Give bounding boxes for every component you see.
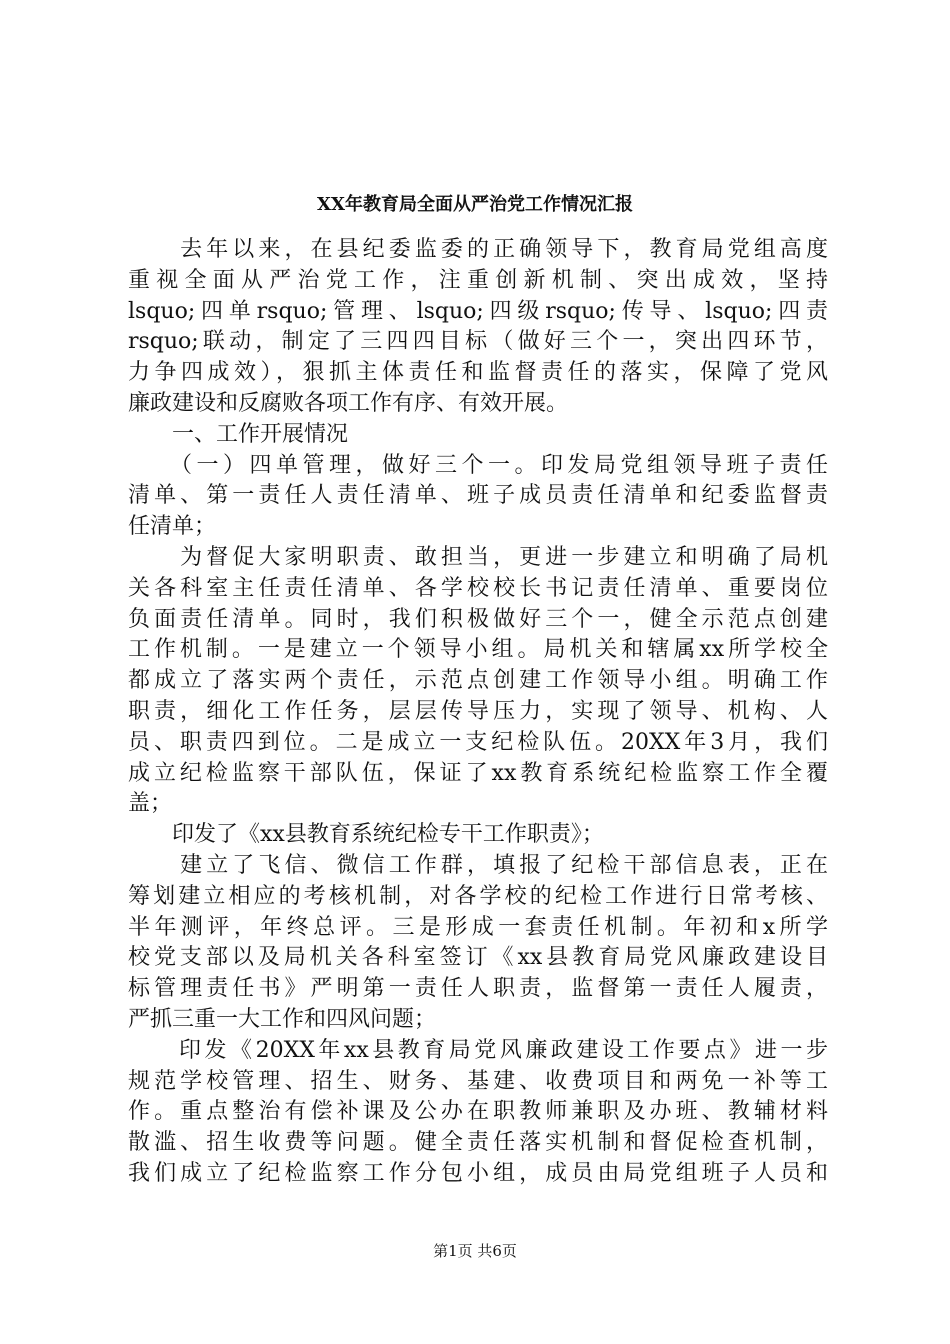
body-line: 都成立了落实两个责任，示范点创建工作领导小组。明确工作 bbox=[128, 668, 828, 694]
body-line: 我们成立了纪检监察工作分包小组，成员由局党组班子人员和 bbox=[128, 1160, 828, 1186]
body-line: 廉政建设和反腐败各项工作有序、有效开展。 bbox=[128, 390, 569, 416]
body-line: 职责，细化工作任务，层层传导压力，实现了领导、机构、人 bbox=[128, 698, 828, 724]
body-line: 散滥、招生收费等问题。健全责任落实机制和督促检查机制， bbox=[128, 1130, 828, 1156]
body-line: 任清单； bbox=[128, 514, 217, 540]
page-number: 第1页 共6页 bbox=[433, 1242, 517, 1260]
body-line: 重视全面从严治党工作，注重创新机制、突出成效，坚持 bbox=[128, 267, 828, 293]
body-line: 力争四成效），狠抓主体责任和监督责任的落实，保障了党风 bbox=[128, 360, 828, 386]
body-line: 盖； bbox=[128, 791, 173, 817]
body-line: rsquo;联动，制定了三四四目标（做好三个一，突出四环节， bbox=[128, 329, 828, 355]
body-line: 标管理责任书》严明第一责任人职责，监督第一责任人履责， bbox=[128, 976, 828, 1002]
body-line: 作。重点整治有偿补课及公办在职教师兼职及办班、教辅材料 bbox=[128, 1099, 828, 1125]
body-line: 成立纪检监察干部队伍，保证了xx教育系统纪检监察工作全覆 bbox=[128, 760, 828, 786]
body-line: 规范学校管理、招生、财务、基建、收费项目和两免一补等工 bbox=[128, 1068, 828, 1094]
body-line: 员、职责四到位。二是成立一支纪检队伍。20XX年3月，我们 bbox=[128, 729, 828, 755]
body-line: 建立了飞信、微信工作群，填报了纪检干部信息表，正在 bbox=[128, 852, 828, 878]
body-line: 工作机制。一是建立一个领导小组。局机关和辖属xx所学校全 bbox=[128, 637, 828, 663]
section-heading: 一、工作开展情况 bbox=[128, 421, 349, 447]
body-line: （一）四单管理，做好三个一。印发局党组领导班子责任 bbox=[128, 452, 828, 478]
body-line: 负面责任清单。同时，我们积极做好三个一，健全示范点创建 bbox=[128, 606, 828, 632]
body-line: 半年测评，年终总评。三是形成一套责任机制。年初和x所学 bbox=[128, 914, 828, 940]
body-line: 筹划建立相应的考核机制，对各学校的纪检工作进行日常考核、 bbox=[128, 883, 828, 909]
body-line: lsquo;四单rsquo;管理、lsquo;四级rsquo;传导、lsquo;四责 bbox=[128, 298, 828, 324]
body-line: 严抓三重一大工作和四风问题； bbox=[128, 1006, 437, 1032]
body-line: 为督促大家明职责、敢担当，更进一步建立和明确了局机 bbox=[128, 544, 828, 570]
body-line: 印发《20XX年xx县教育局党风廉政建设工作要点》进一步 bbox=[128, 1037, 828, 1063]
body-line: 印发了《xx县教育系统纪检专干工作职责》； bbox=[128, 822, 604, 848]
document-body bbox=[128, 235, 828, 1190]
body-line: 关各科室主任责任清单、各学校校长书记责任清单、重要岗位 bbox=[128, 575, 828, 601]
body-line: 清单、第一责任人责任清单、班子成员责任清单和纪委监督责 bbox=[128, 483, 828, 509]
document-title: XX年教育局全面从严治党工作情况汇报 bbox=[317, 194, 633, 215]
body-line: 去年以来，在县纪委监委的正确领导下，教育局党组高度 bbox=[128, 237, 828, 262]
body-line: 校党支部以及局机关各科室签订《xx县教育局党风廉政建设目 bbox=[128, 945, 828, 971]
